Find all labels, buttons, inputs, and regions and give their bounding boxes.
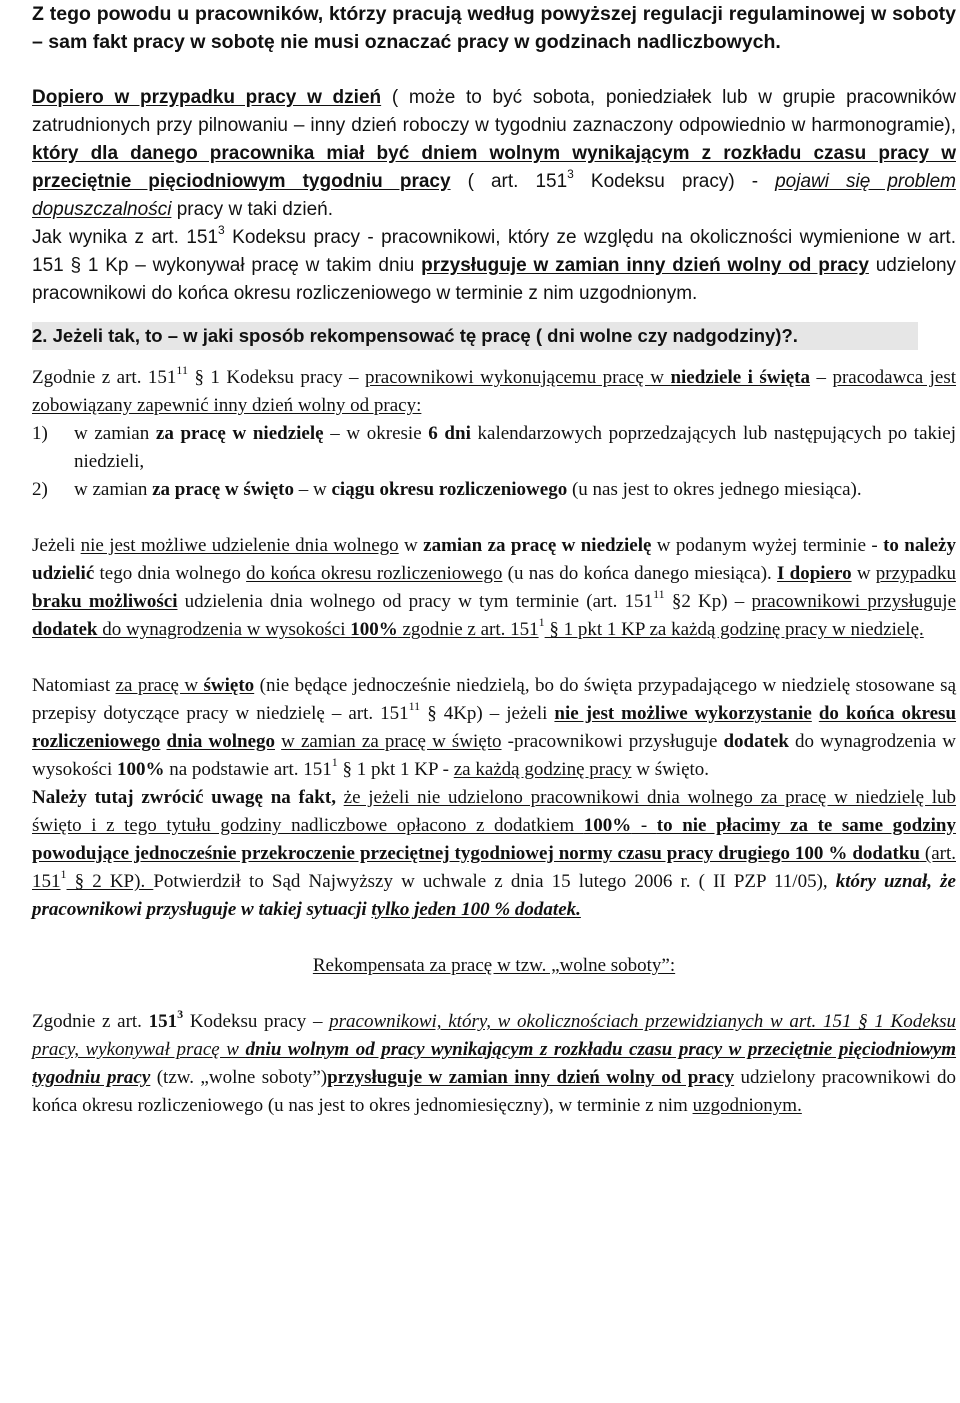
p7-f: (tzw. „wolne soboty”) <box>150 1067 328 1088</box>
paragraph-sunday-allowance <box>32 532 956 644</box>
paragraph-holiday-allowance <box>32 672 956 784</box>
p7-c: Kodeksu pracy – <box>183 1011 330 1032</box>
p3-b: § 1 Kodeksu pracy – <box>187 367 365 388</box>
p4-j: I dopiero <box>777 563 852 584</box>
p3-a-sup: 11 <box>176 363 188 377</box>
li1-a: w zamian <box>74 423 156 444</box>
p4-n: udzielenia dnia wolnego od pracy w tym terminie (art. 151 <box>177 591 654 612</box>
p3-intro <box>32 364 956 420</box>
p5-d-sup: 11 <box>408 699 421 713</box>
p4-m: braku możliwości <box>32 591 178 612</box>
section-heading: Rekompensata za pracę w tzw. „wolne soboty”: <box>312 955 676 976</box>
li1-b: za pracę w niedzielę <box>155 423 324 444</box>
paragraph-sundays-holidays <box>32 364 956 504</box>
paragraph-intro <box>32 0 956 56</box>
p5-o: do wynagrodzenia w wysokości <box>32 731 957 780</box>
p2-d-sup: 3 <box>567 167 574 181</box>
p4-i: (u nas do końca danego miesiąca). <box>502 563 778 584</box>
p5-e: § 4Kp) – jeżeli <box>420 703 555 724</box>
document-page <box>32 0 956 1120</box>
p2-k: przysługuje w zamian inny dzień wolny od pracy <box>421 255 869 276</box>
li1-d: 6 dni <box>428 423 471 444</box>
p6-j: tylko jeden 100 % dodatek. <box>371 899 581 920</box>
li2-b: za pracę w święto <box>152 479 295 500</box>
p5-s: za każdą godzinę pracy <box>453 759 632 780</box>
paragraph-note <box>32 784 956 924</box>
p6-d: - <box>631 815 657 836</box>
p4-n-sup: 11 <box>653 587 665 601</box>
p4-d: zamian za pracę w niedzielę <box>423 535 652 556</box>
question-heading <box>32 322 918 350</box>
p5-r: § 1 pkt 1 KP - <box>337 759 454 780</box>
p6-c: 100% <box>583 815 632 836</box>
p4-h: do końca okresu rozliczeniowego <box>246 563 503 584</box>
p2-d: ( art. 151 <box>450 171 568 192</box>
p5-q-sup: 1 <box>331 755 338 769</box>
p5-m: -pracownikowi przysługuje <box>501 731 724 752</box>
p4-r: do wynagrodzenia w wysokości <box>97 619 351 640</box>
p2-i: Jak wynika z art. 151 <box>32 227 219 248</box>
p7-i: uzgodnionym. <box>692 1095 802 1116</box>
list-item <box>32 420 956 476</box>
p5-j: dnia wolnego <box>166 731 276 752</box>
p5-d: (nie będące jednocześnie niedzielą, bo do święta przypadającego w niedzielę stosowane są przepisy dotyczące pracy w niedzielę – art. 151 <box>32 675 956 724</box>
p7-b-sup: 3 <box>177 1007 184 1021</box>
p4-l: przypadku <box>875 563 956 584</box>
list-text <box>74 476 956 504</box>
p4-f: to należy udzielić <box>32 535 956 584</box>
p2-f: - <box>734 171 776 192</box>
paragraph-day-off <box>32 84 956 308</box>
p5-c: święto <box>203 675 255 696</box>
p4-k: w <box>851 563 876 584</box>
question-number: 2. <box>32 325 48 346</box>
p5-b: za pracę w <box>115 675 204 696</box>
li2-e: (u nas jest to okres jednego miesiąca). <box>567 479 862 500</box>
p5-a: Natomiast <box>32 675 116 696</box>
p5-g <box>812 703 819 724</box>
list-item <box>32 476 956 504</box>
p3-a: Zgodnie z art. 151 <box>32 367 177 388</box>
p3-f: pracodawca jest zobowiązany zapewnić inny dzień wolny od pracy: <box>32 367 956 416</box>
p5-t: w święto. <box>631 759 710 780</box>
p4-o: §2 Kp) – <box>664 591 752 612</box>
p7-a: Zgodnie z art. <box>32 1011 149 1032</box>
list-number: 1) <box>32 423 48 444</box>
list-text <box>74 420 956 476</box>
p2-j: Kodeksu pracy - pracownikowi, który ze względu na okoliczności wymienione w art. 151 § 1 Kp – wykonywał pracę w takim dniu <box>32 227 956 276</box>
li1-c: – w okresie <box>323 423 429 444</box>
p6-i: który uznał, że pracownikowi przysługuje w takiej sytuacji <box>32 871 956 920</box>
li2-a: w zamian <box>74 479 153 500</box>
p6-b: że jeżeli nie udzielono pracownikowi dnia wolnego za pracę w niedzielę lub święto i z tego tytułu godziny nadliczbowe opłacono z dodatkiem <box>32 787 957 836</box>
p6-g: § 2 KP). <box>66 871 154 892</box>
p6-a: Należy tutaj zwrócić uwagę na fakt, <box>32 787 344 808</box>
p7-g: przysługuje w zamian inny dzień wolny od pracy <box>327 1067 735 1088</box>
li1-e: kalendarzowych poprzedzających lub następujących po takiej niedzieli, <box>74 423 957 472</box>
p5-q: na podstawie art. 151 <box>164 759 332 780</box>
p5-n: dodatek <box>723 731 789 752</box>
p4-t: zgodnie z art. 151 <box>397 619 539 640</box>
li2-c: – w <box>294 479 332 500</box>
intro-text: Z tego powodu u pracowników, którzy pracują według powyższej regulacji regulaminowej w soboty – sam fakt pracy w sobotę nie musi oznaczać pracy w godzinach nadliczbowych. <box>32 3 956 53</box>
p4-a: Jeżeli <box>32 535 81 556</box>
li2-d: ciągu okresu rozliczeniowego <box>331 479 568 500</box>
p7-d: pracownikowi, który, w okolicznościach przewidzianych w art. 151 § 1 Kodeksu pracy, wykonywał pracę w <box>32 1011 956 1060</box>
p2-i-sup: 3 <box>218 223 225 237</box>
p4-u: § 1 pkt 1 KP za każdą godzinę pracy w niedzielę. <box>544 619 924 640</box>
p6-h: Potwierdził to Sąd Najwyższy w uchwale z dnia 15 lutego 2006 r. ( II PZP 11/05), <box>153 871 836 892</box>
p4-b: nie jest możliwe udzielenie dnia wolnego <box>80 535 399 556</box>
p6-f-sup: 1 <box>60 867 67 881</box>
p2-b: ( może to być sobota, poniedziałek lub w grupie pracowników zatrudnionych przy pilnowaniu – inny dzień roboczy w tygodniu zaznaczony odpowiednio w harmonogramie), <box>32 87 956 136</box>
p6-f: (art. 151 <box>32 843 956 892</box>
p4-e: w podanym wyżej terminie - <box>651 535 884 556</box>
p7-e: dniu wolnym od pracy wynikającym z rozkładu czasu pracy w przeciętnie pięciodniowym tygodniu pracy <box>32 1039 957 1088</box>
p7-b: 151 <box>148 1011 178 1032</box>
p7-h: udzielony pracownikowi do końca okresu rozliczeniowego (u nas jest to okres jednomiesięczny), w terminie z nim <box>32 1067 957 1116</box>
p2-g: pojawi się problem dopuszczalności <box>32 171 956 220</box>
p5-f: nie jest możliwe wykorzystanie <box>554 703 812 724</box>
list-number: 2) <box>32 479 48 500</box>
p3-c: pracownikowi wykonującemu pracę w <box>364 367 671 388</box>
p4-t-sup: 1 <box>538 615 545 629</box>
p5-h: do końca okresu rozliczeniowego <box>32 703 957 752</box>
p5-p: 100% <box>116 759 165 780</box>
p2-l: udzielony pracownikowi do końca okresu rozliczeniowego w terminie z nim uzgodnionym. <box>32 255 957 304</box>
p3-d: niedziele i święta <box>670 367 811 388</box>
p5-l: w zamian za pracę w święto <box>281 731 502 752</box>
question-text: Jeżeli tak, to – w jaki sposób rekompensować tę pracę ( dni wolne czy nadgodziny)?. <box>47 325 798 346</box>
p2-h: pracy w taki dzień. <box>171 199 333 220</box>
p4-p: pracownikowi przysługuje <box>751 591 957 612</box>
p4-s: 100% <box>350 619 398 640</box>
paragraph-free-saturdays <box>32 1008 956 1120</box>
p6-e: to nie płacimy za te same godziny powodujące jednocześnie przekroczenie przeciętnej tygodniowej normy czasu pracy drugiego 100 % dodatku <box>32 815 957 864</box>
p3-e: – <box>810 367 833 388</box>
p2-a: Dopiero w przypadku pracy w dzień <box>32 87 382 108</box>
p4-g: tego dnia wolnego <box>94 563 247 584</box>
p2-c: który dla danego pracownika miał być dniem wolnym wynikającym z rozkładu czasu pracy w przeciętnie pięciodniowym tygodniu pracy <box>32 143 956 192</box>
p4-q: dodatek <box>32 619 98 640</box>
p4-c: w <box>398 535 424 556</box>
p2-e: Kodeksu pracy) <box>573 171 735 192</box>
